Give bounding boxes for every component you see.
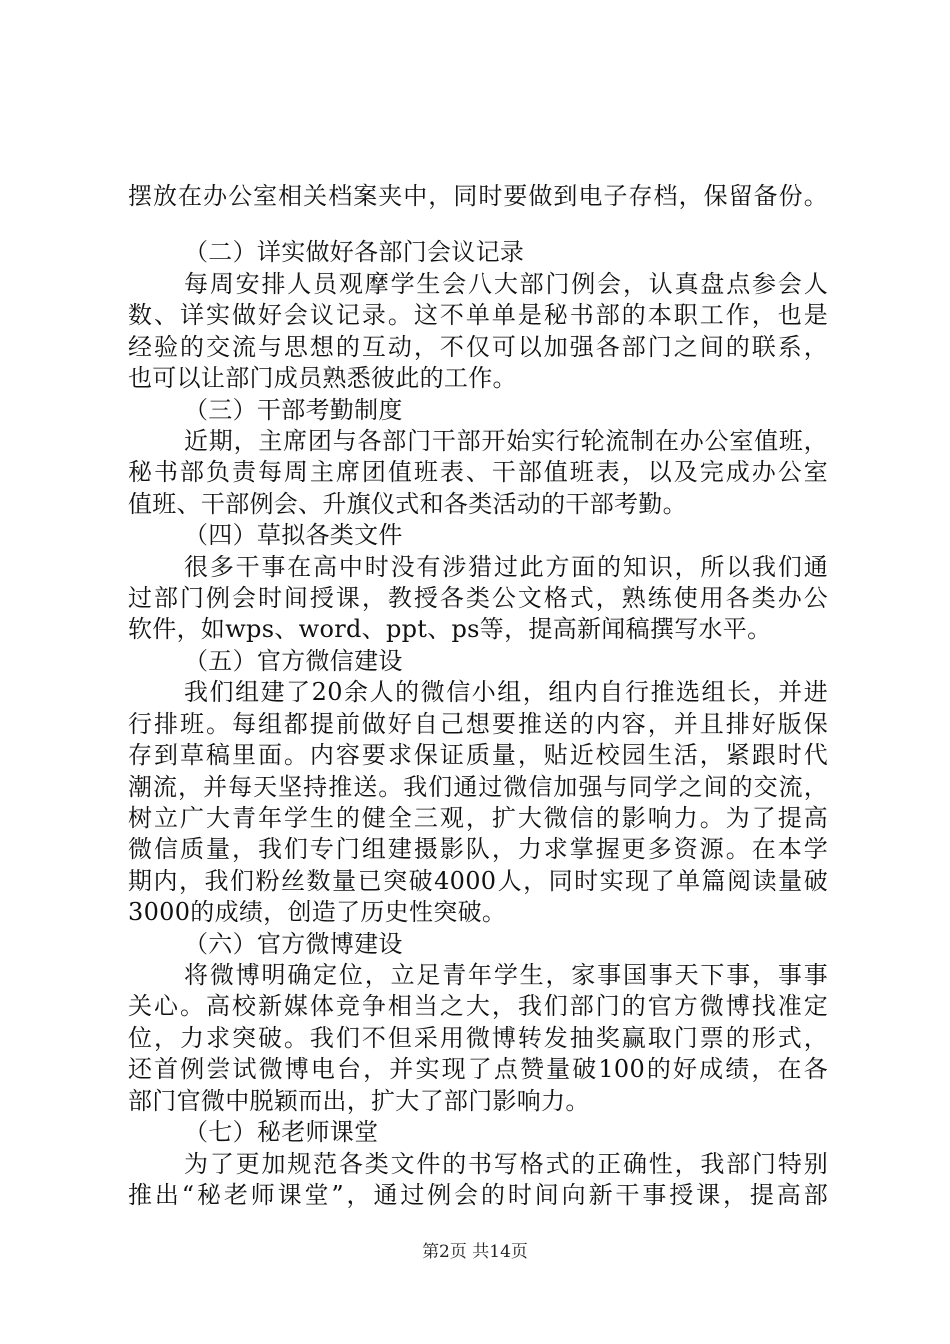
section-heading: （七）秘老师课堂: [184, 1118, 379, 1146]
body-line: 数、详实做好会议记录。这不单单是秘书部的本职工作，也是: [128, 301, 828, 329]
page-number-footer: 第2页 共14页: [422, 1242, 528, 1262]
body-line: 行排班。每组都提前做好自己想要推送的内容，并且排好版保: [128, 710, 828, 738]
body-line: 期内，我们粉丝数量已突破4000人，同时实现了单篇阅读量破: [128, 867, 828, 895]
body-line: 将微博明确定位，立足青年学生，家事国事天下事，事事: [184, 961, 828, 989]
body-line: 每周安排人员观摩学生会八大部门例会，认真盘点参会人: [184, 270, 828, 298]
section-heading: （二）详实做好各部门会议记录: [184, 238, 525, 266]
section-heading: （六）官方微博建设: [184, 930, 403, 958]
body-line: 3000的成绩，创造了历史性突破。: [128, 898, 507, 926]
section-heading: （四）草拟各类文件: [184, 521, 403, 549]
body-line: 我们组建了20余人的微信小组，组内自行推选组长，并进: [184, 678, 828, 706]
body-line: 关心。高校新媒体竞争相当之大，我们部门的官方微博找准定: [128, 992, 828, 1020]
body-line: 软件，如wps、word、ppt、ps等，提高新闻稿撰写水平。: [128, 615, 772, 643]
section-heading: （三）干部考勤制度: [184, 396, 403, 424]
body-line: 值班、干部例会、升旗仪式和各类活动的干部考勤。: [128, 490, 687, 518]
section-heading: （五）官方微信建设: [184, 647, 403, 675]
body-line: 经验的交流与思想的互动，不仅可以加强各部门之间的联系，: [128, 333, 828, 361]
body-line: 微信质量，我们专门组建摄影队，力求掌握更多资源。在本学: [128, 835, 828, 863]
body-line: 为了更加规范各类文件的书写格式的正确性，我部门特别: [184, 1150, 828, 1178]
body-line: 也可以让部门成员熟悉彼此的工作。: [128, 364, 517, 392]
body-line: 存到草稿里面。内容要求保证质量，贴近校园生活，紧跟时代: [128, 741, 828, 769]
body-line: 秘书部负责每周主席团值班表、干部值班表，以及完成办公室: [128, 458, 828, 486]
body-line: 过部门例会时间授课，教授各类公文格式，熟练使用各类办公: [128, 584, 828, 612]
body-line: 近期，主席团与各部门干部开始实行轮流制在办公室值班，: [184, 427, 828, 455]
body-line: 摆放在办公室相关档案夹中，同时要做到电子存档，保留备份。: [128, 182, 828, 210]
body-line: 很多干事在高中时没有涉猎过此方面的知识，所以我们通: [184, 553, 828, 581]
body-line: 推出“秘老师课堂”，通过例会的时间向新干事授课，提高部: [128, 1181, 828, 1209]
body-line: 树立广大青年学生的健全三观，扩大微信的影响力。为了提高: [128, 804, 828, 832]
body-line: 还首例尝试微博电台，并实现了点赞量破100的好成绩，在各: [128, 1055, 828, 1083]
body-line: 部门官微中脱颖而出，扩大了部门影响力。: [128, 1087, 590, 1115]
body-line: 潮流，并每天坚持推送。我们通过微信加强与同学之间的交流，: [128, 773, 828, 801]
body-line: 位，力求突破。我们不但采用微博转发抽奖赢取门票的形式，: [128, 1024, 828, 1052]
